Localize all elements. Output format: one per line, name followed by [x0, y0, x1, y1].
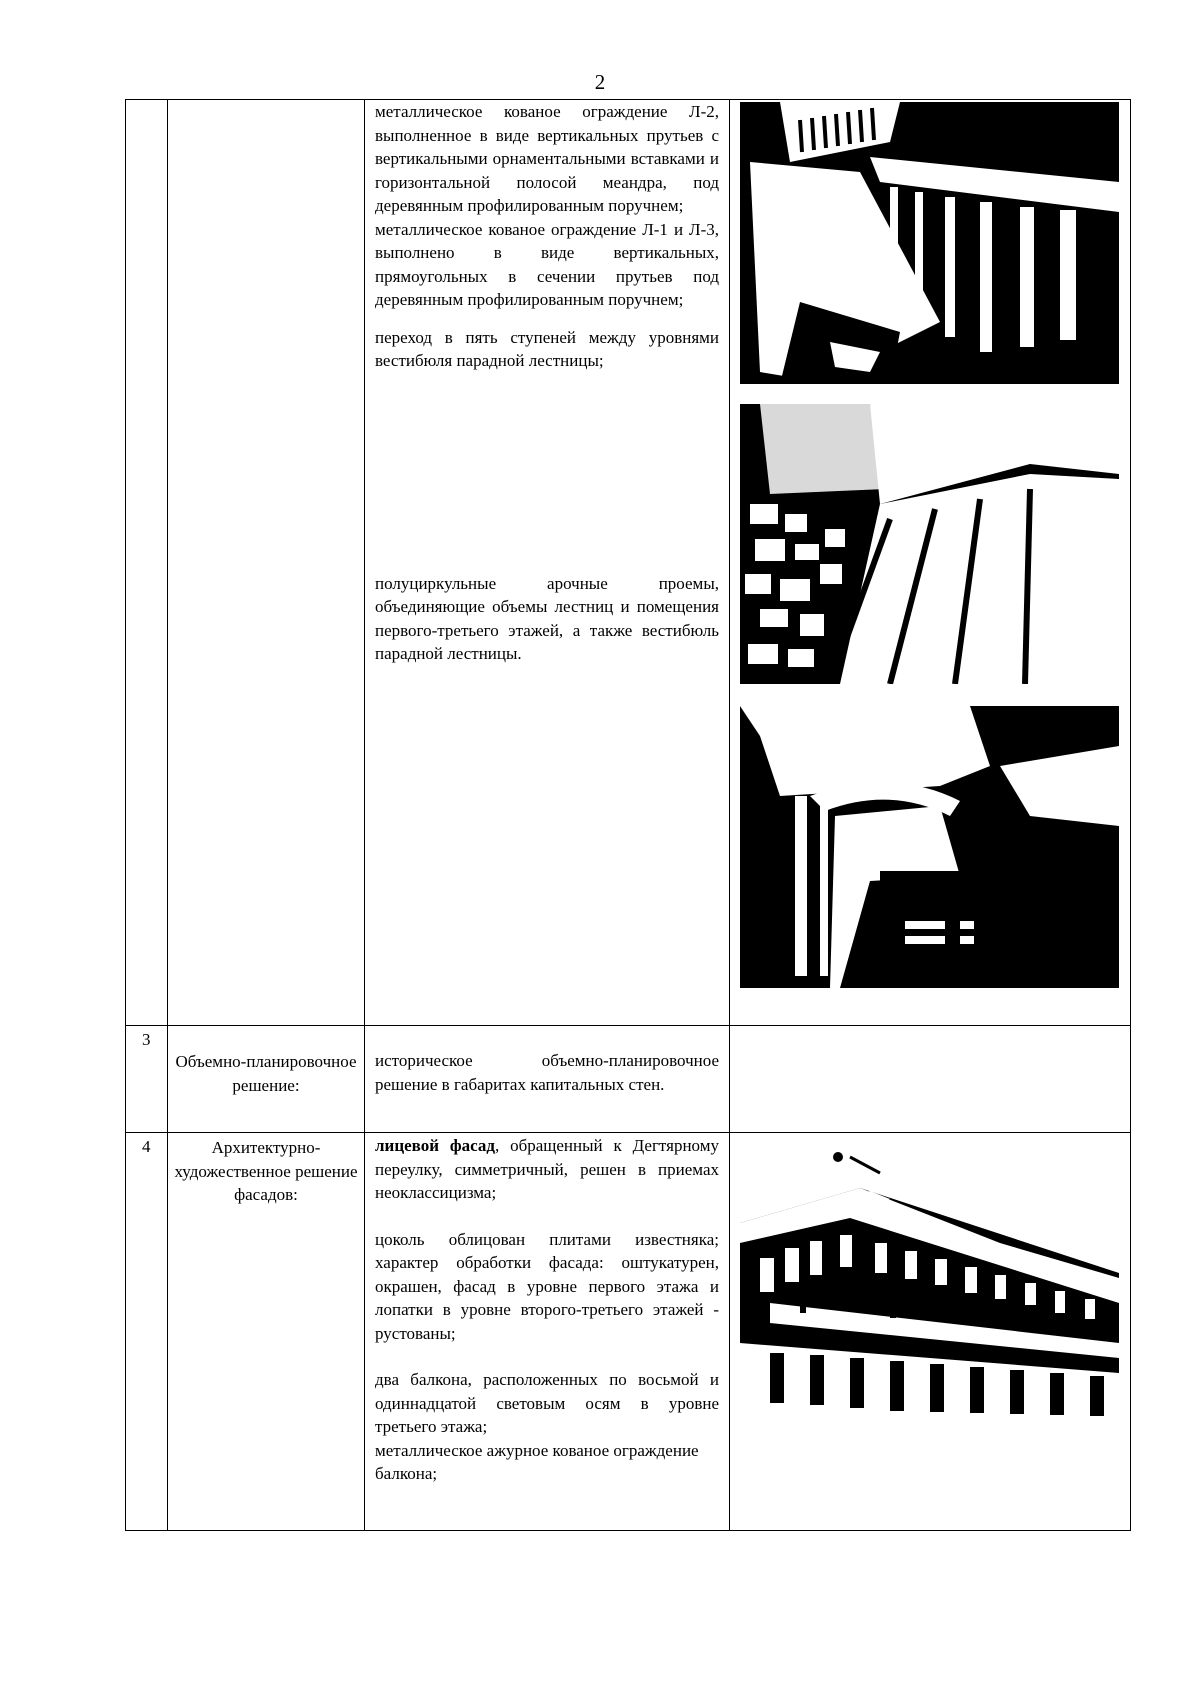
description-paragraph: металлическое ажурное кованое ограждение балкона; — [375, 1440, 699, 1483]
row-feature: Объемно-планировочное решение: — [168, 1026, 365, 1133]
monument-features-table — [125, 99, 1131, 1531]
row-number — [126, 100, 168, 1026]
table-row — [126, 100, 1131, 1026]
table-row — [126, 1026, 1131, 1133]
row-feature: Архитектурно-художественное решение фасадов: — [168, 1133, 365, 1531]
page-number: 2 — [594, 70, 606, 94]
row-number: 4 — [126, 1133, 168, 1531]
vestibule-steps-photo — [740, 404, 1119, 684]
staircase-railing-photo — [740, 102, 1119, 384]
arched-opening-photo — [740, 706, 1119, 988]
description-paragraph: переход в пять ступеней между уровнями вестибюля парадной лестницы; — [375, 327, 719, 370]
row-number: 3 — [126, 1026, 168, 1133]
description-paragraph: металлическое кованое ограждение Л-1 и Л-3, выполнено в виде вертикальных, прямоугольных в сечении прутьев под деревянным профилированным поручнем; — [375, 219, 719, 309]
row-photos — [730, 100, 1131, 1026]
description-paragraph: металлическое кованое ограждение Л-2, выполненное в виде вертикальных прутьев с вертикальными орнаментальными вставками и горизонтальной полосой меандра, под деревянным профилированным поручнем; — [375, 102, 719, 215]
row-description — [365, 1026, 730, 1133]
row-photos — [730, 1133, 1131, 1531]
building-facade-photo — [740, 1143, 1119, 1417]
row-description — [365, 1133, 730, 1531]
description-paragraph — [375, 1134, 719, 1205]
description-paragraph: цоколь облицован плитами известняка; характер обработки фасада: оштукатурен, окрашен, фасад в уровне первого этажа и лопатки в уровне второго-третьего этажей - рустованы; — [375, 1229, 719, 1343]
facade-description: , обращенный к Дегтярному переулку, симметричный, решен в приемах неоклассицизма; — [375, 1136, 719, 1202]
row-photos — [730, 1026, 1131, 1133]
description-paragraph: историческое объемно-планировочное решение в габаритах капитальных стен. — [375, 1051, 719, 1094]
description-paragraph: два балкона, расположенных по восьмой и одиннадцатой световым осям в уровне третьего этажа; — [375, 1370, 719, 1436]
table-row — [126, 1133, 1131, 1531]
facade-heading: лицевой фасад — [375, 1136, 495, 1155]
row-description — [365, 100, 730, 1026]
description-paragraph: полуциркульные арочные проемы, объединяющие объемы лестниц и помещения первого-третьего этажей, а также вестибюль парадной лестницы. — [375, 573, 719, 663]
row-feature — [168, 100, 365, 1026]
